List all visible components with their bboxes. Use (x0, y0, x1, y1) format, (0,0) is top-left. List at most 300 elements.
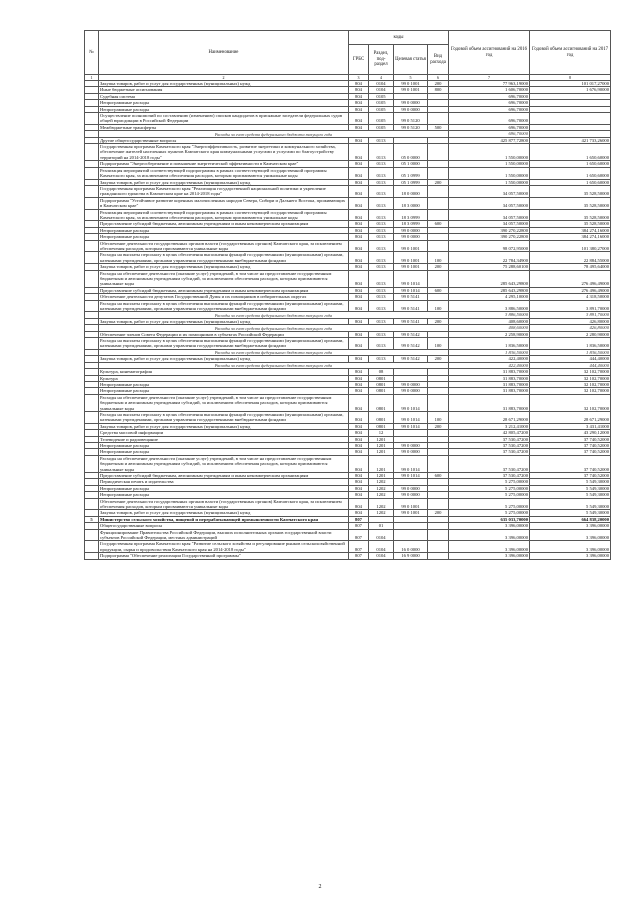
code-expense-type: 200 (428, 423, 449, 429)
code-target: 18 3 0999 (394, 209, 428, 221)
amount-2016: 3 396,00000 (449, 523, 530, 529)
row-num-cell (85, 252, 99, 264)
column-index: 3 (349, 75, 369, 81)
code-expense-type (428, 167, 449, 179)
amount-2016: 408,60000 (449, 318, 530, 324)
code-section: 1202 (369, 485, 394, 491)
code-target: 99 0 1001 (394, 240, 428, 252)
code-expense-type (428, 240, 449, 252)
row-num-cell (85, 411, 99, 423)
amount-2016: 37 530,47200 (449, 473, 530, 479)
code-section: 0104 (369, 541, 394, 553)
table-row (85, 270, 611, 287)
code-grbs: 804 (349, 442, 369, 448)
row-num-cell (85, 185, 99, 197)
row-name: Непрограммные расходы (99, 106, 349, 112)
code-target: 99 0 0000 (394, 442, 428, 448)
amount-2016: 22 784,34900 (449, 252, 530, 264)
amount-2016: 4 295,10000 (449, 294, 530, 300)
amount-2017: 276 496,49000 (530, 287, 611, 293)
code-target: 05 0 0000 (394, 144, 428, 161)
table-row (85, 197, 611, 209)
table-row (85, 338, 611, 350)
row-name: Непрограммные расходы (99, 442, 349, 448)
amount-2017: 3 891,70000 (530, 312, 611, 318)
amount-2017: 35 528,50000 (530, 185, 611, 197)
amount-2017: 2 280,90000 (530, 331, 611, 337)
amount-2017: 1 650,60000 (530, 144, 611, 161)
amount-2017: 37 740,52000 (530, 442, 611, 448)
row-name: Расходы на выплаты персоналу в целях обеспечения выполнения функций государственными (муниципальными) органами, казенными учреждениями, органами управления государственными внебюджетными фондами (99, 252, 349, 264)
row-num-cell (85, 338, 99, 350)
row-name: Судебная система (99, 93, 349, 99)
code-section: 1201 (369, 449, 394, 455)
code-section: 1201 (369, 455, 394, 472)
code-target: 99 0 1014 (394, 411, 428, 423)
code-grbs: 804 (349, 167, 369, 179)
code-section: 0105 (369, 93, 394, 99)
row-name: Непрограммные расходы (99, 485, 349, 491)
amount-2017: 1 650,60000 (530, 167, 611, 179)
row-name: Другие общегосударственные вопросы (99, 137, 349, 143)
code-grbs: 804 (349, 394, 369, 411)
amount-2017: 426,80000 (530, 325, 611, 331)
code-section: 0104 (369, 553, 394, 559)
code-target: 99 0 5142 (394, 338, 428, 350)
amount-2016: 28 671,29000 (449, 411, 530, 423)
amount-2016: 31 883,70000 (449, 381, 530, 387)
row-name: Непрограммные расходы (99, 381, 349, 387)
amount-2017 (530, 113, 611, 125)
code-grbs: 804 (349, 338, 369, 350)
code-section: 0113 (369, 294, 394, 300)
code-grbs: 804 (349, 100, 369, 106)
code-section: 1202 (369, 492, 394, 498)
amount-2016: 5 275,00000 (449, 479, 530, 485)
header-2017: Годовой объем ассигнований на 2017 год (530, 31, 611, 75)
code-expense-type (428, 270, 449, 287)
amount-2017: 1 650,60000 (530, 161, 611, 167)
code-grbs: 804 (349, 124, 369, 130)
amount-2016: 1 550,00000 (449, 179, 530, 185)
amount-2016: 37 530,47200 (449, 436, 530, 442)
table-row (85, 394, 611, 411)
row-name: Реализация мероприятий соответствующей подпрограммы в рамках соответствующей государственной программы Камчатского края, за исключением обеспечения расходов, которым присваиваются уникальные коды (99, 209, 349, 221)
code-target: 99 0 0000 (394, 106, 428, 112)
row-name: Периодическая печать и издательства (99, 479, 349, 485)
row-num-cell (85, 167, 99, 179)
code-expense-type: 200 (428, 318, 449, 324)
table-row (85, 167, 611, 179)
code-grbs: 804 (349, 381, 369, 387)
amount-2016: 5 275,00000 (449, 492, 530, 498)
code-section: 0105 (369, 100, 394, 106)
code-grbs: 804 (349, 221, 369, 227)
code-section: 1202 (369, 479, 394, 485)
amount-2017: 3 431,41000 (530, 423, 611, 429)
code-target: 99 0 1001 (394, 87, 428, 93)
amount-2017: 37 740,52000 (530, 473, 611, 479)
code-section: 0113 (369, 264, 394, 270)
code-expense-type: 200 (428, 264, 449, 270)
table-body (85, 81, 611, 560)
code-section: 0113 (369, 185, 394, 197)
amount-2017: 3 396,00000 (530, 553, 611, 559)
code-grbs: 804 (349, 209, 369, 221)
code-section: 12 (369, 430, 394, 436)
amount-2017: 37 740,52000 (530, 449, 611, 455)
row-name: Межбюджетные трансферты (99, 124, 349, 130)
row-name: Расходы на выплаты персоналу в целях обеспечения выполнения функций государственными (муниципальными) органами, казенными учреждениями, органами управления государственными внебюджетными фондами (99, 338, 349, 350)
amount-2016: 37 530,47200 (449, 455, 530, 472)
amount-2016: 31 883,70000 (449, 388, 530, 394)
code-grbs: 804 (349, 93, 369, 99)
row-num-cell: 5 (85, 516, 99, 522)
header-target: Целевая статья (394, 45, 428, 75)
amount-2016: 31 883,70000 (449, 394, 530, 411)
code-section: 0113 (369, 197, 394, 209)
code-section: 0113 (369, 331, 394, 337)
amount-2017: 35 528,50000 (530, 197, 611, 209)
amount-2016: 75 288,60100 (449, 264, 530, 270)
amount-2016: 1 550,00000 (449, 161, 530, 167)
code-section: 0801 (369, 423, 394, 429)
amount-2017: 1 836,50000 (530, 338, 611, 350)
code-grbs: 807 (349, 523, 369, 529)
amount-2017: 1 836,50000 (530, 349, 611, 355)
code-grbs: 804 (349, 227, 369, 233)
code-grbs: 804 (349, 510, 369, 516)
code-grbs: 804 (349, 318, 369, 324)
code-section: 0801 (369, 381, 394, 387)
amount-2017: 78 495,64000 (530, 264, 611, 270)
code-expense-type (428, 144, 449, 161)
code-grbs: 804 (349, 179, 369, 185)
code-target: 99 0 1014 (394, 423, 428, 429)
code-grbs: 804 (349, 423, 369, 429)
row-name: Государственная программа Камчатского края "Реализация государственной национальной политики и укрепление гражданского единства в Камчатском крае на 2014-2018 годы" (99, 185, 349, 197)
row-num-cell (85, 144, 99, 161)
code-grbs: 804 (349, 411, 369, 423)
code-section: 0113 (369, 240, 394, 252)
code-grbs: 807 (349, 516, 369, 522)
code-target: 16 9 0000 (394, 553, 428, 559)
code-target: 99 0 5120 (394, 113, 428, 125)
amount-2016: 408,60000 (449, 325, 530, 331)
code-expense-type: 600 (428, 287, 449, 293)
row-name: Непрограммные расходы (99, 492, 349, 498)
code-section: 0113 (369, 144, 394, 161)
amount-2016: 696,70000 (449, 93, 530, 99)
code-expense-type (428, 394, 449, 411)
amount-2016: 3 396,00000 (449, 529, 530, 541)
code-grbs: 804 (349, 185, 369, 197)
amount-2016: 1 836,50000 (449, 349, 530, 355)
header-name: Наименование (99, 31, 349, 75)
code-expense-type (428, 553, 449, 559)
code-target: 99 0 5141 (394, 294, 428, 300)
page-number: 2 (318, 884, 322, 890)
code-section: 0801 (369, 375, 394, 381)
amount-2017: 1 676,90000 (530, 87, 611, 93)
column-index: 7 (449, 75, 530, 81)
amount-2017: 421 733,26000 (530, 137, 611, 143)
code-expense-type (428, 209, 449, 221)
row-name: Расходы на обеспечение деятельности (оказание услуг) учреждений, в том числе на предоставление государственным бюджетным и автономным учреждениям субсидий, за исключением обеспечения расходов, которым присваиваются уникальные коды (99, 270, 349, 287)
row-num-cell (85, 300, 99, 312)
code-target: 99 0 0000 (394, 227, 428, 233)
code-expense-type: 200 (428, 81, 449, 87)
code-grbs: 804 (349, 455, 369, 472)
amount-2016: 635 033,70000 (449, 516, 530, 522)
code-grbs: 804 (349, 369, 369, 375)
code-expense-type (428, 185, 449, 197)
code-section: 0801 (369, 394, 394, 411)
amount-2017: 384 274,16000 (530, 234, 611, 240)
code-grbs: 804 (349, 197, 369, 209)
header-grbs: ГРБС (349, 45, 369, 75)
row-name: Предоставление субсидий бюджетным, автономным учреждениям и иным некоммерческим организациям (99, 473, 349, 479)
amount-2016: 696,70000 (449, 131, 530, 137)
table-row (85, 411, 611, 423)
code-section: 1202 (369, 510, 394, 516)
budget-table (84, 30, 611, 560)
code-expense-type: 100 (428, 252, 449, 264)
amount-2016: 3 212,41000 (449, 423, 530, 429)
row-name: Расходы на обеспечение деятельности (оказание услуг) учреждений, в том числе на предоставление государственным бюджетным и автономным учреждениям субсидий, за исключением обеспечения расходов, которым присваиваются уникальные коды (99, 455, 349, 472)
code-grbs: 804 (349, 106, 369, 112)
code-section: 08 (369, 369, 394, 375)
row-name: Подпрограмма "Обеспечение реализации Государственной программы" (99, 553, 349, 559)
row-name: Непрограммные расходы (99, 449, 349, 455)
row-name: Предоставление субсидий бюджетным, автономным учреждениям и иным некоммерческим организациям (99, 287, 349, 293)
row-name: Обеспечение членов Совета Федерации и их помощников в субъектах Российской Федерации (99, 331, 349, 337)
amount-2017: 37 740,52000 (530, 455, 611, 472)
row-num-cell (85, 270, 99, 287)
row-name: Закупка товаров, работ и услуг для государственных (муниципальных) нужд (99, 510, 349, 516)
code-expense-type: 200 (428, 179, 449, 185)
code-target: 99 0 1014 (394, 287, 428, 293)
amount-2016: 34 057,50000 (449, 209, 530, 221)
amount-2016: 696,70000 (449, 106, 530, 112)
code-target: 99 0 1014 (394, 455, 428, 472)
row-num-cell (85, 394, 99, 411)
row-num-cell (85, 113, 99, 125)
amount-2017: 22 884,55000 (530, 252, 611, 264)
table-row (85, 541, 611, 553)
amount-2017: 3 396,00000 (530, 541, 611, 553)
code-target: 99 0 0000 (394, 388, 428, 394)
table-row (85, 553, 611, 559)
amount-2016: 390 270,22800 (449, 227, 530, 233)
column-index: 5 (394, 75, 428, 81)
amount-2017: 3 396,00000 (530, 529, 611, 541)
amount-2016: 5 275,00000 (449, 485, 530, 491)
code-section: 0104 (369, 529, 394, 541)
code-grbs: 804 (349, 137, 369, 143)
code-grbs: 804 (349, 161, 369, 167)
row-num-cell (85, 529, 99, 541)
code-grbs: 804 (349, 498, 369, 510)
row-num-cell (85, 455, 99, 472)
code-grbs: 804 (349, 300, 369, 312)
code-grbs: 804 (349, 144, 369, 161)
row-num-cell (85, 240, 99, 252)
code-grbs: 804 (349, 264, 369, 270)
code-target: 18 0 0000 (394, 185, 428, 197)
row-num-cell (85, 553, 99, 559)
column-index: 8 (530, 75, 611, 81)
code-grbs: 804 (349, 492, 369, 498)
code-grbs: 804 (349, 388, 369, 394)
code-grbs: 804 (349, 331, 369, 337)
amount-2017: 32 102,70000 (530, 369, 611, 375)
code-section: 0113 (369, 167, 394, 179)
amount-2016: 3 396,00000 (449, 553, 530, 559)
code-section: 1201 (369, 473, 394, 479)
row-name: Закупка товаров, работ и услуг для государственных (муниципальных) нужд (99, 81, 349, 87)
code-target: 05 1 0999 (394, 167, 428, 179)
amount-2017: 1 650,60000 (530, 179, 611, 185)
code-grbs: 804 (349, 87, 369, 93)
row-name: Общегосударственные вопросы (99, 523, 349, 529)
amount-2017: 35 528,50000 (530, 209, 611, 221)
code-grbs: 804 (349, 270, 369, 287)
amount-2017: 444,40000 (530, 362, 611, 368)
amount-2016: 31 883,70000 (449, 375, 530, 381)
funding-note: Расходы за счет средств федерального бюджета текущего года (99, 362, 449, 368)
code-grbs: 804 (349, 449, 369, 455)
code-target: 18 3 0999 (394, 221, 428, 227)
code-section: 0113 (369, 221, 394, 227)
code-section: 1201 (369, 442, 394, 448)
code-grbs: 807 (349, 529, 369, 541)
code-target: 99 0 5142 (394, 356, 428, 362)
amount-2017: 35 528,50000 (530, 221, 611, 227)
table-row (85, 498, 611, 510)
amount-2017: 43 290,12000 (530, 430, 611, 436)
row-name: Телевидение и радиовещание (99, 436, 349, 442)
code-grbs: 804 (349, 294, 369, 300)
code-target: 99 0 1001 (394, 510, 428, 516)
amount-2017: 5 549,30000 (530, 485, 611, 491)
row-name: Закупка товаров, работ и услуг для государственных (муниципальных) нужд (99, 318, 349, 324)
funding-note: Расходы за счет средств федерального бюджета текущего года (99, 131, 449, 137)
row-name: Предоставление субсидий бюджетным, автономным учреждениям и иным некоммерческим организациям (99, 221, 349, 227)
amount-2017: 426,80000 (530, 318, 611, 324)
row-name: Расходы на выплаты персоналу в целях обеспечения выполнения функций государственными (муниципальными) органами, казенными учреждениями, органами управления государственными внебюджетными фондами (99, 411, 349, 423)
code-grbs: 804 (349, 240, 369, 252)
table-row (85, 300, 611, 312)
code-section: 0105 (369, 106, 394, 112)
code-expense-type: 500 (428, 124, 449, 130)
code-expense-type: 200 (428, 510, 449, 516)
code-grbs: 804 (349, 287, 369, 293)
row-name: Подпрограмма "Энергосбережение и повышение энергетической эффективности в Камчатском крае" (99, 161, 349, 167)
column-index: 1 (85, 75, 99, 81)
code-grbs: 804 (349, 479, 369, 485)
amount-2017: 444,40000 (530, 356, 611, 362)
code-section: 0801 (369, 388, 394, 394)
code-expense-type: 100 (428, 338, 449, 350)
table-row (85, 252, 611, 264)
amount-2017: 5 549,30000 (530, 510, 611, 516)
row-num-cell (85, 197, 99, 209)
amount-2017: 5 549,30000 (530, 498, 611, 510)
code-section: 0801 (369, 411, 394, 423)
amount-2016: 425 877,72800 (449, 137, 530, 143)
row-name: Непрограммные расходы (99, 227, 349, 233)
amount-2016: 422,40000 (449, 356, 530, 362)
code-target: 99 0 1014 (394, 473, 428, 479)
amount-2016: 3 886,50000 (449, 300, 530, 312)
amount-2016: 285 643,29800 (449, 270, 530, 287)
amount-2016: 1 606,70000 (449, 87, 530, 93)
row-name: Государственная программа Камчатского края "Развитие сельского хозяйства и регулирование рынков сельскохозяйственной продукции, сырья и продовольствия Камчатского края на 2014-2018 годы" (99, 541, 349, 553)
row-name: Государственная программа Камчатского края "Энергоэффективность, развитие энергетики и коммунального хозяйства, обеспечение жителей населенных пунктов Камчатского края коммунальными услугами и услугами по благоустройству территорий на 2014-2018 годы" (99, 144, 349, 161)
row-name: Средства массовой информации (99, 430, 349, 436)
amount-2017: 384 274,16000 (530, 227, 611, 233)
code-section: 0113 (369, 137, 394, 143)
row-name: Закупка товаров, работ и услуг для государственных (муниципальных) нужд (99, 423, 349, 429)
amount-2016: 1 550,00000 (449, 167, 530, 179)
code-target: 99 0 1001 (394, 81, 428, 87)
code-section: 0113 (369, 287, 394, 293)
table-row (85, 209, 611, 221)
amount-2016: 5 275,00000 (449, 498, 530, 510)
code-grbs: 807 (349, 541, 369, 553)
code-target: 99 0 1014 (394, 394, 428, 411)
code-section: 0113 (369, 252, 394, 264)
row-name: Обеспечение деятельности государственных органов власти (государственных органов) Камчатского края, за исключением обеспечения расходов, которым присваиваются уникальные коды (99, 498, 349, 510)
code-target: 99 0 0000 (394, 492, 428, 498)
header-section: Раздел, под-раздел (369, 45, 394, 75)
code-grbs: 804 (349, 81, 369, 87)
code-expense-type: 100 (428, 300, 449, 312)
code-target: 99 0 1014 (394, 270, 428, 287)
amount-2016: 390 270,22800 (449, 234, 530, 240)
code-section: 0113 (369, 270, 394, 287)
code-target: 99 0 5141 (394, 300, 428, 312)
code-expense-type: 100 (428, 411, 449, 423)
row-name: Закупка товаров, работ и услуг для государственных (муниципальных) нужд (99, 356, 349, 362)
code-expense-type: 200 (428, 356, 449, 362)
row-num-cell (85, 498, 99, 510)
amount-2017: 32 102,70000 (530, 394, 611, 411)
code-expense-type (428, 113, 449, 125)
table-header (85, 31, 611, 81)
code-expense-type (428, 498, 449, 510)
code-expense-type (428, 529, 449, 541)
amount-2016: 37 530,47200 (449, 449, 530, 455)
amount-2017: 4 318,50000 (530, 294, 611, 300)
code-section: 0113 (369, 356, 394, 362)
code-target: 16 0 0000 (394, 541, 428, 553)
code-section: 0105 (369, 124, 394, 130)
code-target: 18 3 0000 (394, 197, 428, 209)
amount-2017: 5 549,30000 (530, 479, 611, 485)
table-row (85, 529, 611, 541)
amount-2016: 1 836,50000 (449, 338, 530, 350)
column-index: 2 (99, 75, 349, 81)
row-name: Функционирование Правительства Российской Федерации, высших исполнительных органов государственной власти субъектов Российской Федерации, местных администраций (99, 529, 349, 541)
amount-2016: 422,40000 (449, 362, 530, 368)
amount-2016: 3 396,00000 (449, 541, 530, 553)
row-name: Непрограммные расходы (99, 234, 349, 240)
row-name: Обеспечение деятельности государственных органов власти (государственных органов) Камчатского края, за исключением обеспечения расходов, которым присваиваются уникальные коды (99, 240, 349, 252)
row-num-cell (85, 541, 99, 553)
code-target: 99 0 0000 (394, 485, 428, 491)
